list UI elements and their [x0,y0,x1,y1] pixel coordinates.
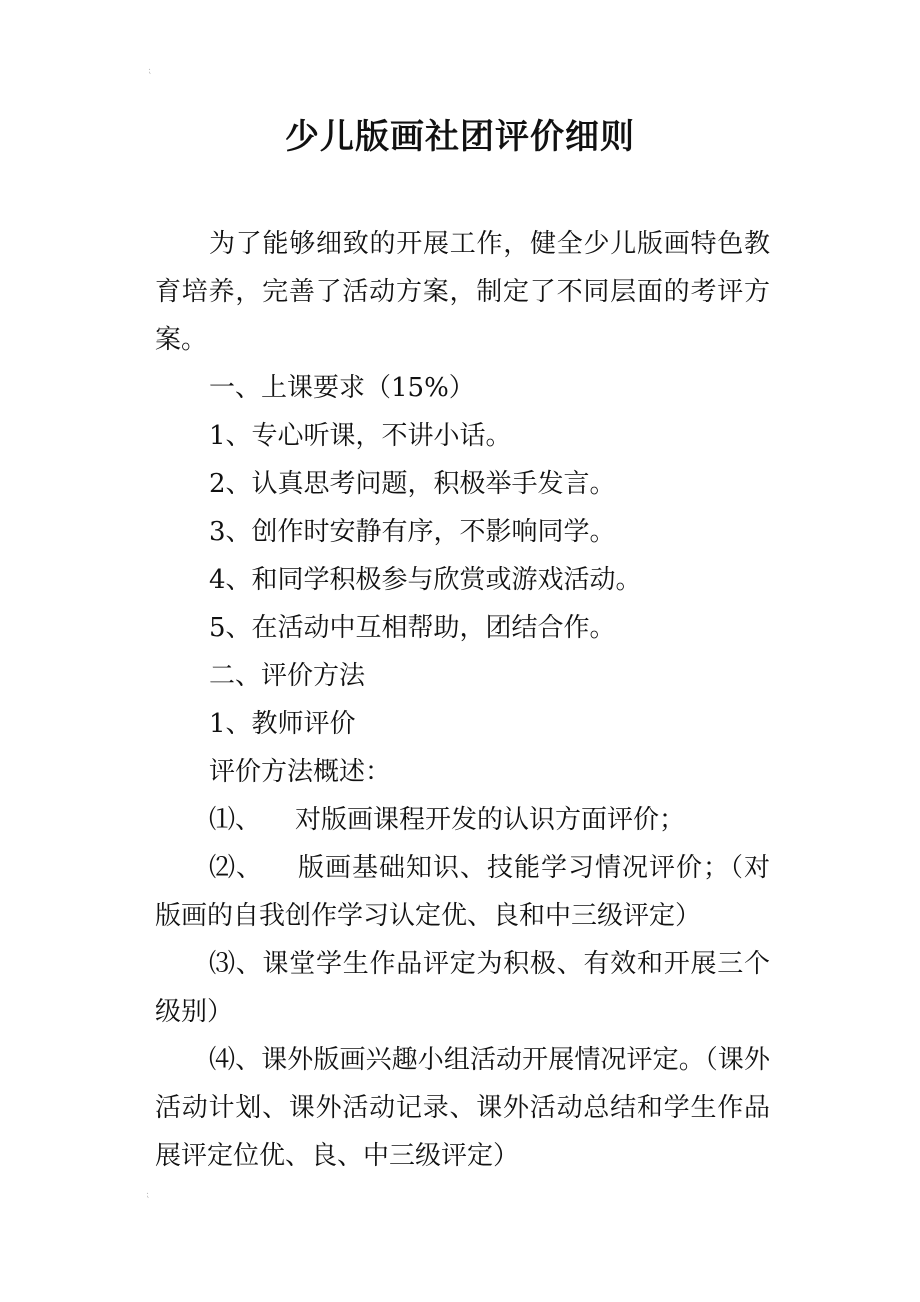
evaluation-item: ⑷、课外版画兴趣小组活动开展情况评定。（课外活动计划、课外活动记录、课外活动总结和学生作品展评定位优、良、中三级评定） [155,1045,770,1171]
item-text: 对版画课程开发的认识方面评价； [295,805,686,835]
section-heading: 一、上课要求（15%） [209,373,475,403]
method-item: 1、教师评价 [209,709,356,739]
scan-mark-icon: ⁏ [148,66,152,76]
scan-mark-icon: ⁏ [146,1190,150,1200]
section-heading: 二、评价方法 [209,661,366,691]
requirement-item: 2、认真思考问题，积极举手发言。 [209,469,616,499]
item-number: ⑴、 [209,805,262,835]
intro-paragraph: 为了能够细致的开展工作，健全少儿版画特色教育培养，完善了活动方案，制定了不同层面的考评方案。 [155,229,770,355]
item-number: ⑵、 [209,853,263,883]
evaluation-item [155,844,770,940]
page-title: 少儿版画社团评价细则 [285,117,635,157]
item-text: 版画基础知识、技能学习情况评价；（对版画的自我创作学习认定优、良和中三级评定） [155,853,770,931]
overview-label: 评价方法概述： [209,757,392,787]
requirement-item: 5、在活动中互相帮助，团结合作。 [209,613,616,643]
requirement-item: 1、专心听课，不讲小话。 [209,421,512,451]
document-body [155,220,770,1180]
evaluation-item [155,796,770,844]
requirement-item: 4、和同学积极参与欣赏或游戏活动。 [209,565,642,595]
evaluation-item: ⑶、课堂学生作品评定为积极、有效和开展三个级别） [155,949,770,1027]
requirement-item: 3、创作时安静有序，不影响同学。 [209,517,616,547]
